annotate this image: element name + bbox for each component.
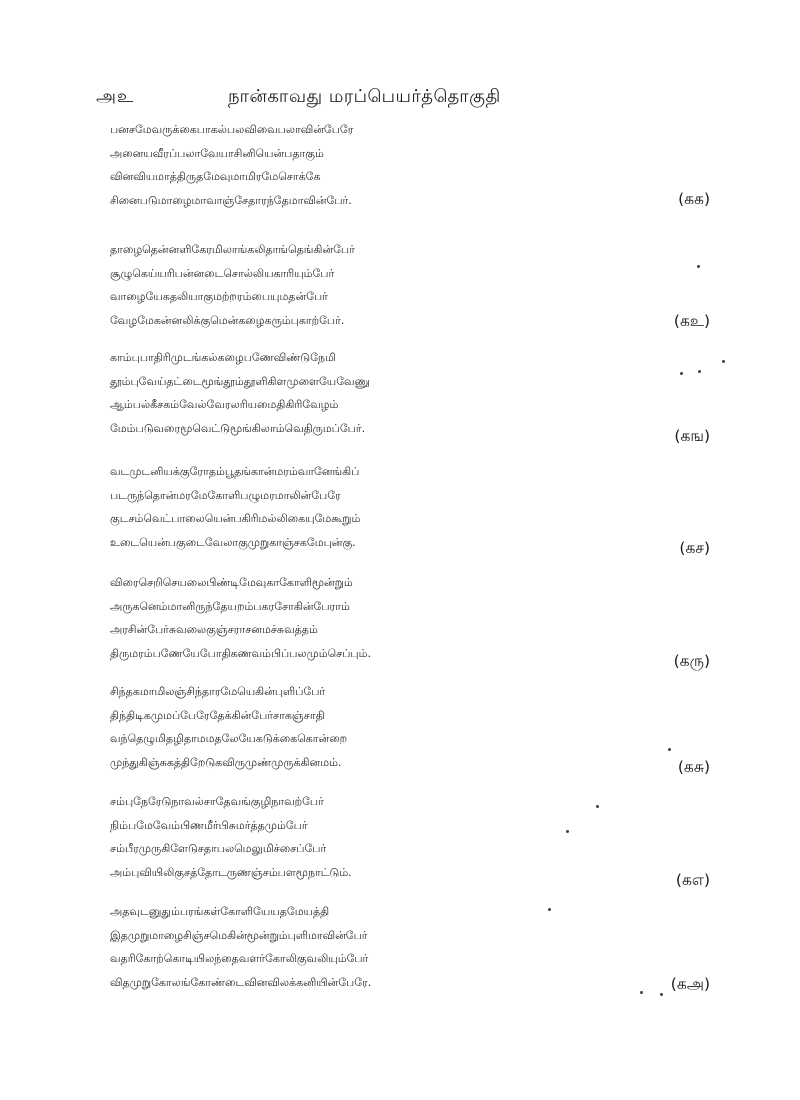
verse-line: விரைசெறிசெயலைபிண்டிமேவுகாகோளிமூன்றும் [110,576,353,589]
scan-speck [668,748,671,751]
verse-number: (கஅ) [670,975,710,993]
verse-line: தாழைதென்னளிகேரமிலாங்கலிதாங்தெங்கின்பேர் [110,243,355,256]
verse-line: அரசின்பேர்சுவலைகுஞ்சராசனமச்சுவத்தம் [110,623,318,636]
scan-speck [640,991,643,994]
scan-speck [660,993,663,996]
verse-line: திருமரம்பணேயேபோதிகணவம்பிப்பலமும்செப்பும். [110,646,371,660]
verse-line: அதவுடனுதும்பரங்கள்கோளியேயதமேயத்தி [110,905,330,918]
verse-line: வதரிகோற்கொடியிலந்தைவளர்கோலிகுவலியும்பேர் [110,952,369,965]
verse-number: (கச) [679,539,710,557]
verse-line: மேம்படுவரைமூவெட்டுமூங்கிலாம்வெதிருமப்பேர். [110,421,366,435]
verse-line: வந்தெழுமிதழிதாமமதலேயேகடுக்கைகொன்றை [110,732,348,745]
verse-line: வாழையேகதலியாகுமற்றரம்பையுமதன்பேர் [110,290,328,303]
scan-speck [548,908,551,911]
verse-line: வடமுடனியக்குரோதம்பூதங்கான்மரம்வானேங்கிப் [110,465,360,478]
verse-number: (கக) [678,190,710,208]
verse-line: தூம்புவேய்தட்டைமூங்தூம்தூளிகிளமுளையேவேணு [110,374,370,388]
scan-speck [566,830,569,833]
verse-line: படருந்தொன்மரமேகோளிபழுமரமாலின்பேரே [110,488,341,502]
verse-number: (கரு) [673,652,710,670]
verse-line: காம்புபாதிரிமுடங்கல்கழைபணேவிண்டுநேமி [110,351,336,364]
verse-block [110,460,710,557]
verse-line: சூழுகெய்யரிபன்னடைசொல்லியகாரியும்பேர் [110,266,335,280]
running-title: நான்காவது மரப்பெயர்த்தொகுதி [228,86,501,107]
verse-block [110,118,710,212]
verse-line: குடசம்வெட்பாலையென்பகிரிமல்லிகையுமேகூறும் [110,512,361,525]
verse-line: நிம்பமேவேம்பிணமீர்பிசுமர்த்தமும்பேர் [110,818,308,832]
verse-block [110,238,710,332]
verse-number: (கஎ) [675,871,710,889]
verse-line: பனசமேவருக்கைபாகல்பலவிவைபலாவின்பேரே [110,123,354,136]
verse-line: சம்புநேரேடுநாவல்சாதேவங்குழிநாவற்பேர் [110,795,324,808]
scan-speck [722,360,725,363]
verse-block [110,900,710,994]
verse-number: (கஉ) [673,312,710,330]
verse-line: அம்புவியிலிகுசத்தோடருணஞ்சம்பளமூநாட்டும். [110,865,352,879]
verse-line: விதமுறுகோலங்கோண்டைவினவிலக்கனியின்பேரே. [110,975,372,989]
verse-line: முந்துகிஞ்சுகத்திறேடுகவிருமுண்முருக்கினமம். [110,755,342,769]
verse-line: ஆம்பல்கீசகம்வேல்வேரலரியமைதிகிரிவேழம் [110,398,339,411]
page-header [96,86,696,116]
verse-line: வேழமேகன்னலிக்குமென்கழைகரும்புகாற்பேர். [110,313,345,327]
scan-speck [698,370,701,373]
verse-line: உடையென்பகுடைவேலாகுமுறுகாஞ்சகமேபுன்கு. [110,535,356,549]
verse-line: சம்பீரமுருகிளேடுசதாபலமெலுமிச்சைப்பேர் [110,842,327,855]
verse-block [110,346,710,445]
verse-block [110,790,710,889]
verse-block [110,680,710,774]
scan-speck [596,805,599,808]
verse-line: சினைபடுமாழைமாவாஞ்சேதாரந்தேமாவின்பேர். [110,193,352,207]
verse-line: அருகனெம்மானிருந்தேயறம்பகரசோகின்பேராம் [110,599,350,613]
verse-line: அனையவீரப்பலாவேயாசினியென்பதாகும் [110,146,324,160]
scan-speck [697,265,700,268]
page-number: அஉ [96,86,135,107]
scan-speck [680,372,683,375]
verse-line: வினவியமாத்திருதமேவுமாமிரமேசொக்கே [110,170,321,183]
verse-line: இதமுறுமாழைசிஞ்சமெகின்மூன்றும்புளிமாவின்பேர் [110,928,368,942]
verse-line: திந்திடிகமுமப்பேரேதேக்கின்பேர்சாகஞ்சாதி [110,708,325,722]
verse-line: சிந்தகமாமிலஞ்சிந்தாரமேயெகின்புளிப்பேர் [110,685,326,698]
verse-block [110,571,710,670]
verse-number: (கங) [674,427,710,445]
verse-number: (கசு) [677,758,710,776]
